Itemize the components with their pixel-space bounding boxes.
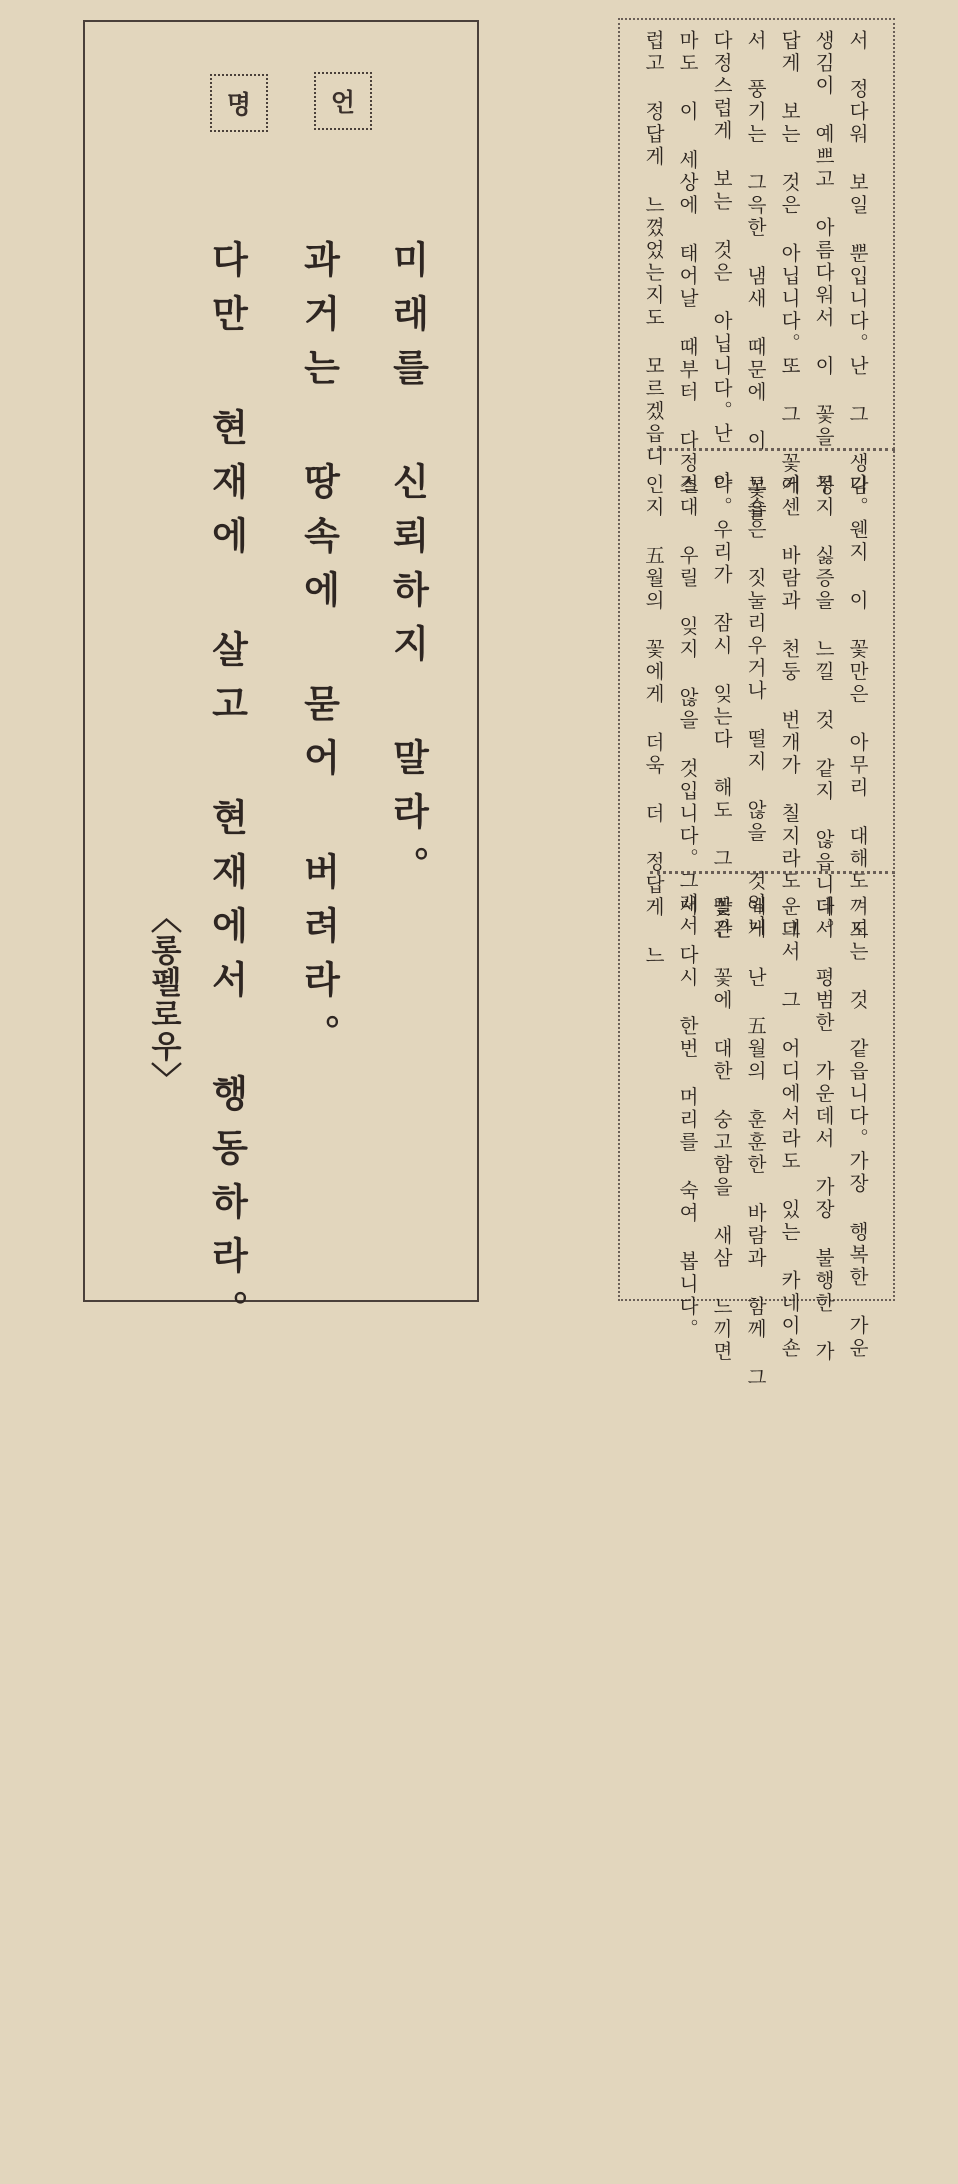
quote-line-3: 다만 현재에 살고 현재에서 행동하라。 xyxy=(205,240,248,1344)
quote-title-char-1: 언 xyxy=(314,72,372,130)
essay-column: 다。우리가 잠시 잊는다 해도 그 꽃은 xyxy=(710,474,733,942)
essay-column: 마도 이 세상에 태어날 때부터 다정스 xyxy=(676,30,699,498)
essay-column: 껴지는 것 같읍니다。가장 행복한 가운 xyxy=(846,896,869,1360)
essay-column: 답게 보는 것은 아닙니다。또 그 꽃에 xyxy=(778,30,801,498)
essay-divider xyxy=(650,448,895,451)
quote-box xyxy=(83,20,479,1344)
essay-box xyxy=(618,18,895,1390)
essay-column: 서 풍기는 그윽한 냄새 때문에 이 꽃을 xyxy=(744,30,767,524)
essay-column: 생김이 예쁘고 아름다워서 이 꽃을 정 xyxy=(812,30,835,498)
quote-author: 〈롱펠로우〉 xyxy=(145,902,181,1094)
essay-segment-2 xyxy=(620,464,897,968)
quote-line-2: 과거는 땅속에 묻어 버려라。 xyxy=(297,240,340,1068)
essay-column: 다。웬지 이 꽃만은 아무리 대해도 도 xyxy=(846,474,869,942)
essay-divider xyxy=(650,871,895,874)
essay-segment-1 xyxy=(620,20,897,524)
essay-column: 운데서 그 어디에서라도 있는 카네이숀 xyxy=(778,896,801,1360)
essay-column: 다정스럽게 보는 것은 아닙니다。난 아 xyxy=(710,30,733,494)
quote-title-char-2: 명 xyxy=(210,74,268,132)
essay-column: 무지 싫증을 느낄 것 같지 않읍니다。 xyxy=(812,474,835,942)
essay-segment-3 xyxy=(620,886,897,1390)
essay-column: 인지 五월의 꽃에게 더욱 더 정답게 느 xyxy=(642,474,665,968)
essay-column: 빨간 꽃에 대한 숭고함을 새삼 느끼면 xyxy=(710,896,733,1364)
essay-column: 서 다시 한번 머리를 숙여 봅니다。 xyxy=(676,896,699,1341)
essay-column: 거센 바람과 천둥 번개가 칠지라도 그 xyxy=(778,474,801,942)
essay-column: 에게 난 五월의 훈훈한 바람과 함께 그 xyxy=(744,896,767,1390)
quote-line-1: 미래를 신뢰하지 말라。 xyxy=(386,240,429,900)
essay-column: 서 정다워 보일 뿐입니다。난 그 생김 xyxy=(846,30,869,498)
essay-column: 절대 우릴 잊지 않을 것입니다。그래서 xyxy=(676,474,699,938)
essay-column: 럽고 정답게 느꼈었는지도 모르겠읍니 xyxy=(642,30,665,468)
essay-column: 모습은 짓눌리우거나 떨지 않을 것입니 xyxy=(744,474,767,938)
essay-column: 데서 평범한 가운데서 가장 불행한 가 xyxy=(812,896,835,1364)
